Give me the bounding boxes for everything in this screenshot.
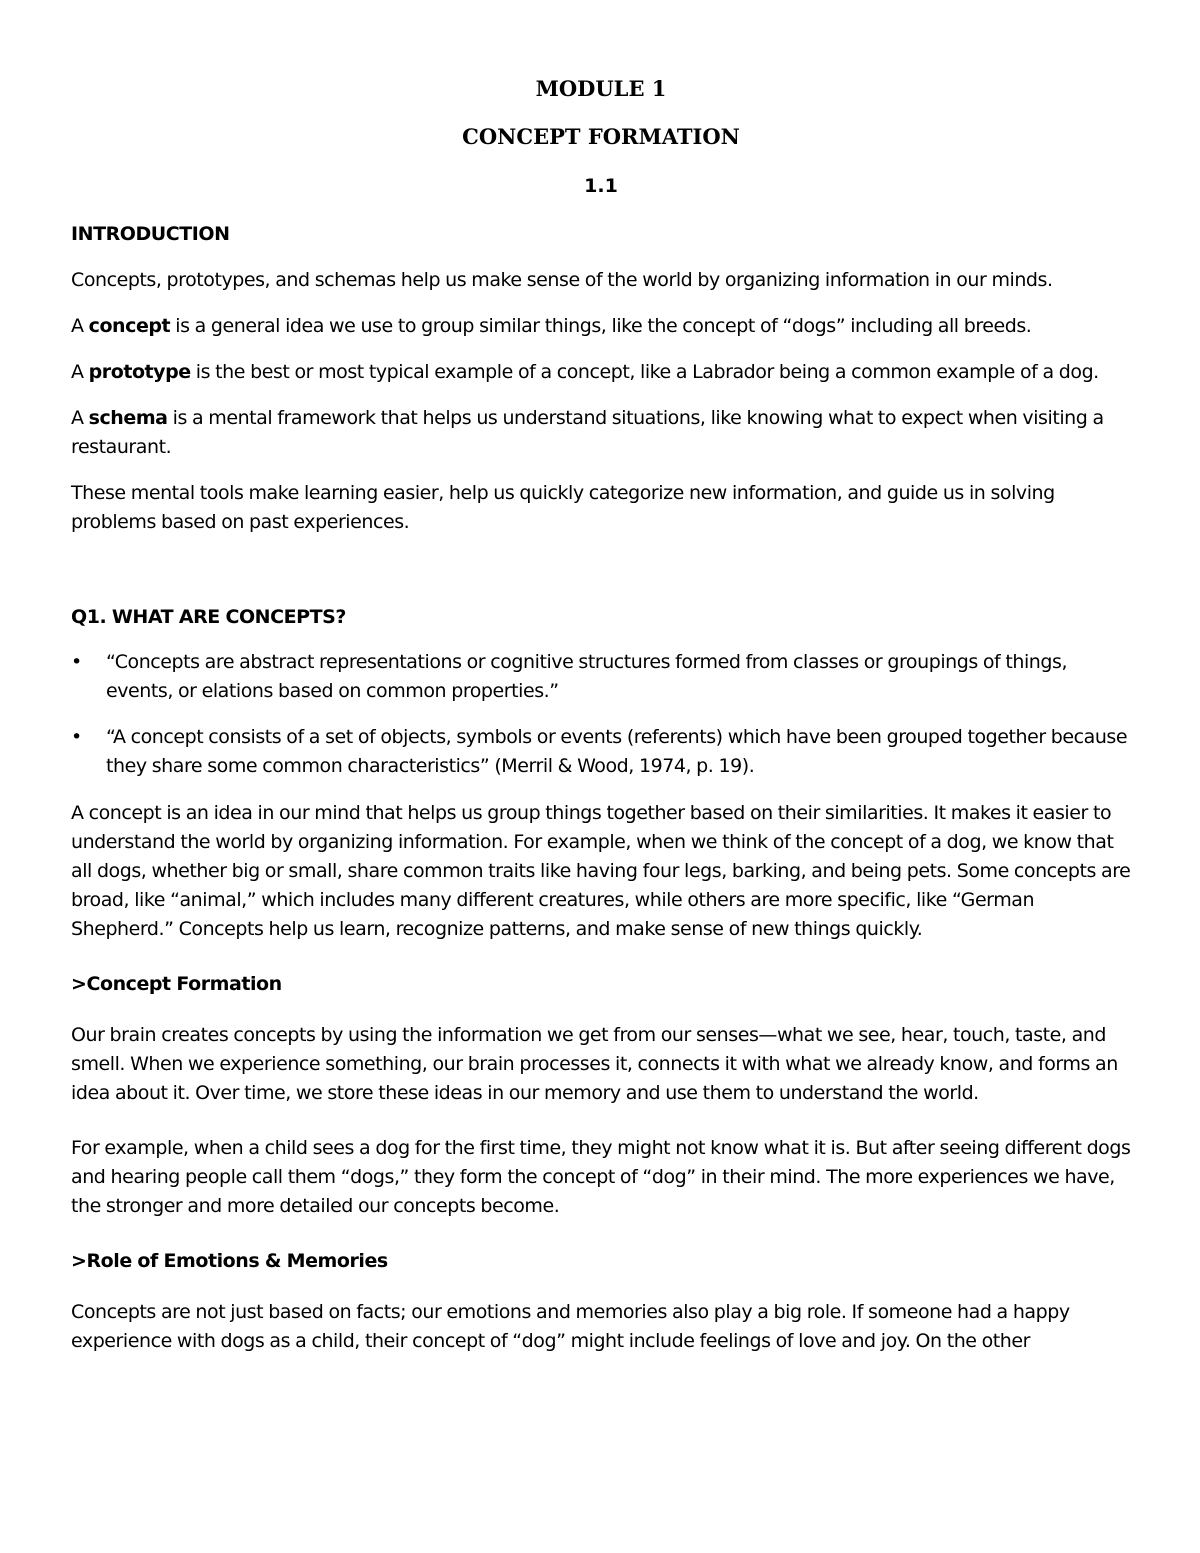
schema-definition: [71, 404, 1131, 462]
concept-term: concept: [88, 315, 171, 337]
concept-explanation-paragraph: A concept is an idea in our mind that helps us group things together based on their similarities. It makes it easier to understand the world by organizing information. For example, when we think of the concept of a dog, we know that all dogs, whether big or small, share common traits like having four legs, barking, and being pets. Some concepts are broad, like “animal,” which includes many different creatures, while others are more specific, like “German Shepherd.” Concepts help us learn, recognize patterns, and make sense of new things quickly.: [71, 802, 1131, 940]
concept-post: is a general idea we use to group similar things, like the concept of “dogs” including all breeds.: [170, 315, 1032, 337]
module-title: MODULE 1: [535, 76, 667, 101]
emotions-heading: >Role of Emotions & Memories: [71, 1250, 388, 1272]
concept-formation-paragraph-2: For example, when a child sees a dog for the first time, they might not know what it is. But after seeing different dogs and hearing people call them “dogs,” they form the concept of “dog” in their mind. The more experiences we have, the stronger and more detailed our concepts become.: [71, 1137, 1131, 1217]
concept-pre: A: [71, 315, 89, 337]
concept-formation-heading: >Concept Formation: [71, 973, 282, 995]
document-body: [71, 74, 1131, 1356]
list-item-text: “A concept consists of a set of objects, symbols or events (referents) which have been grouped together because they share some common characteristics” (Merril & Wood, 1974, p. 19).: [106, 726, 1128, 777]
q1-definitions-list: [71, 648, 1131, 781]
concept-definition: [71, 312, 1131, 341]
concept-formation-paragraph-1: Our brain creates concepts by using the information we get from our senses—what we see, hear, touch, taste, and smell. When we experience something, our brain processes it, connects it with what we already know, and forms an idea about it. Over time, we store these ideas in our memory and use them to understand the world.: [71, 1024, 1118, 1104]
chapter-title: CONCEPT FORMATION: [462, 124, 740, 149]
section-number: 1.1: [584, 175, 618, 197]
bullet-icon: •: [71, 651, 82, 673]
emotions-paragraph: Concepts are not just based on facts; our emotions and memories also play a big role. If someone had a happy experience with dogs as a child, their concept of “dog” might include feelings of love and joy. On the other: [71, 1301, 1070, 1352]
list-item: [71, 723, 1131, 781]
q1-heading: Q1. WHAT ARE CONCEPTS?: [71, 606, 346, 628]
prototype-definition: [71, 358, 1131, 387]
list-item-text: “Concepts are abstract representations or cognitive structures formed from classes or groupings of things, events, or elations based on common properties.”: [106, 651, 1068, 702]
mental-tools-paragraph: These mental tools make learning easier, help us quickly categorize new information, and guide us in solving problems based on past experiences.: [71, 482, 1055, 533]
prototype-term: prototype: [88, 361, 191, 383]
list-item: [71, 648, 1131, 706]
prototype-post: is the best or most typical example of a concept, like a Labrador being a common example of a dog.: [190, 361, 1099, 383]
intro-heading: INTRODUCTION: [71, 223, 230, 245]
schema-pre: A: [71, 407, 89, 429]
schema-post: is a mental framework that helps us understand situations, like knowing what to expect when visiting a restaurant.: [71, 407, 1104, 458]
schema-term: schema: [88, 407, 168, 429]
intro-paragraph: Concepts, prototypes, and schemas help us make sense of the world by organizing information in our minds.: [71, 269, 1053, 291]
prototype-pre: A: [71, 361, 89, 383]
bullet-icon: •: [71, 726, 82, 748]
